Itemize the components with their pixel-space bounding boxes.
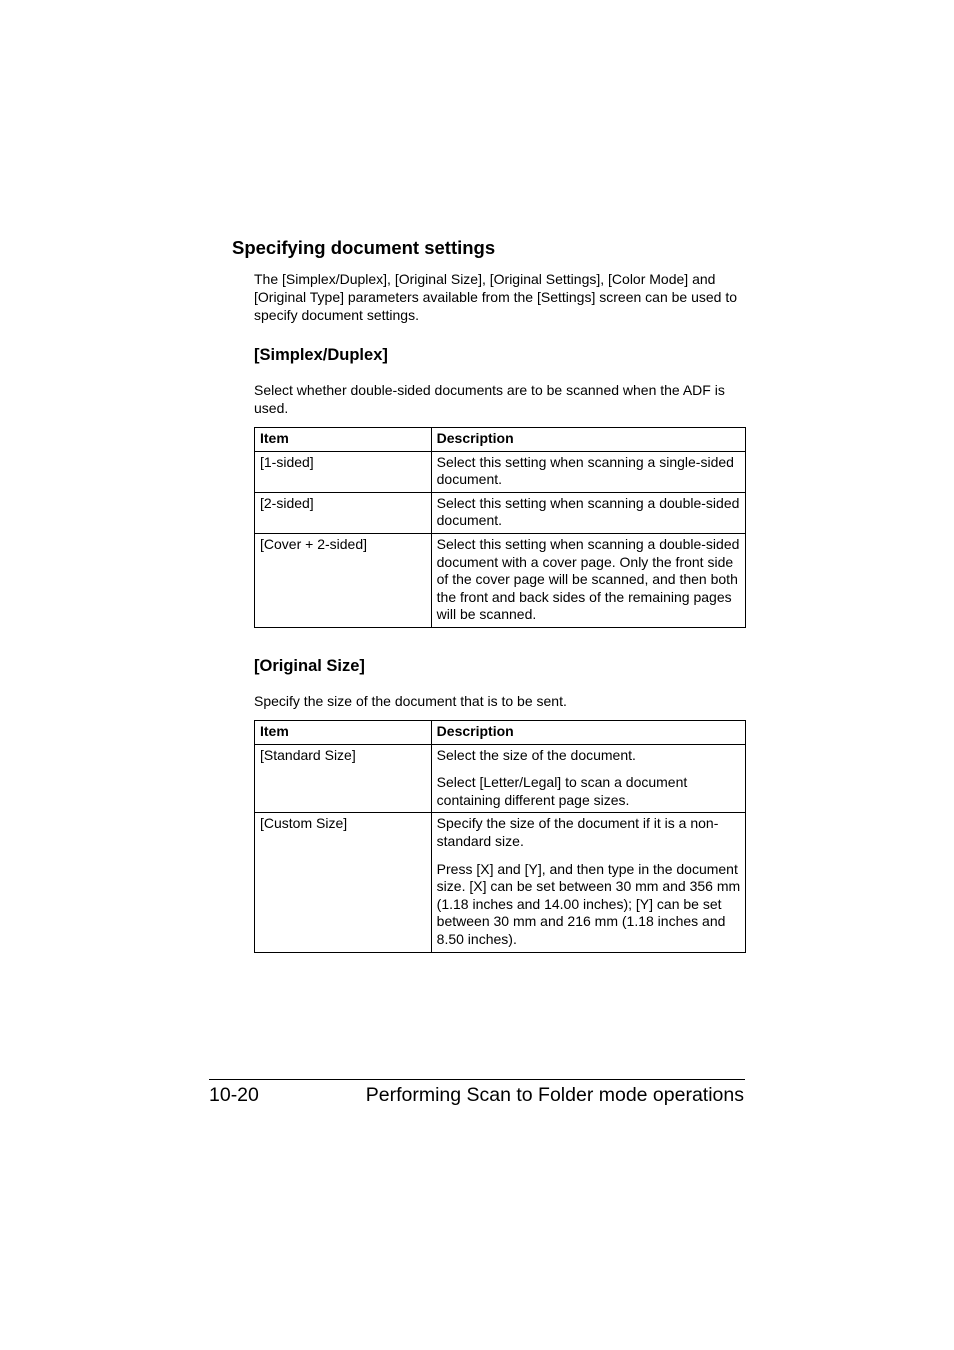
description-column-header: Description bbox=[431, 721, 745, 745]
description-text: Select this setting when scanning a double-sided document with a cover page. Only the front side of the cover page will be scanned, and then both the front and back sides of the remaining pages will be scanned. bbox=[436, 535, 740, 623]
item-cell: [Standard Size] bbox=[255, 744, 432, 813]
description-cell bbox=[431, 492, 745, 533]
description-text: Select the size of the document. bbox=[436, 746, 636, 763]
description-column-header: Description bbox=[431, 428, 745, 452]
table-row bbox=[255, 492, 746, 533]
table-header-row bbox=[255, 721, 746, 745]
simplex-duplex-description: Select whether double-sided documents are to be scanned when the ADF is used. bbox=[254, 382, 725, 416]
description-text: Select [Letter/Legal] to scan a document containing different page sizes. bbox=[436, 774, 688, 808]
footer-rule bbox=[209, 1079, 745, 1080]
chapter-title: Performing Scan to Folder mode operations bbox=[365, 1084, 744, 1106]
section-title: Specifying document settings bbox=[232, 237, 496, 258]
table-row bbox=[255, 813, 746, 952]
description-text: Press [X] and [Y], and then type in the document size. [X] can be set between 30 mm and 356 mm (1.18 inches and 14.00 inches); [Y] can be set between 30 mm and 216 mm (1.18 inches and 8.50 inches). bbox=[436, 860, 741, 947]
table-row bbox=[255, 533, 746, 627]
original-size-description: Specify the size of the document that is to be sent. bbox=[254, 693, 567, 709]
item-cell: [Cover + 2-sided] bbox=[255, 533, 432, 627]
description-text: Specify the size of the document if it is a non-standard size. bbox=[436, 815, 719, 849]
simplex-duplex-heading: [Simplex/Duplex] bbox=[254, 346, 388, 364]
item-cell: [1-sided] bbox=[255, 451, 432, 492]
description-text: Select this setting when scanning a single-sided document. bbox=[436, 453, 734, 488]
description-text: Select this setting when scanning a double-sided document. bbox=[436, 494, 740, 529]
description-cell bbox=[431, 744, 745, 813]
item-cell: [Custom Size] bbox=[255, 813, 432, 952]
original-size-heading: [Original Size] bbox=[254, 657, 365, 675]
description-cell bbox=[431, 533, 745, 627]
item-column-header: Item bbox=[255, 721, 432, 745]
table-header-row bbox=[255, 428, 746, 452]
description-cell bbox=[431, 813, 745, 952]
intro-paragraph: The [Simplex/Duplex], [Original Size], [Original Settings], [Color Mode] and [Original Type] parameters available from the [Settings] screen can be used to specify document settings. bbox=[254, 271, 737, 323]
page-number: 10-20 bbox=[209, 1084, 259, 1106]
table-row bbox=[255, 744, 746, 813]
table-row bbox=[255, 451, 746, 492]
description-cell bbox=[431, 451, 745, 492]
item-column-header: Item bbox=[255, 428, 432, 452]
original-size-table bbox=[254, 720, 746, 953]
item-cell: [2-sided] bbox=[255, 492, 432, 533]
simplex-duplex-table bbox=[254, 427, 746, 628]
